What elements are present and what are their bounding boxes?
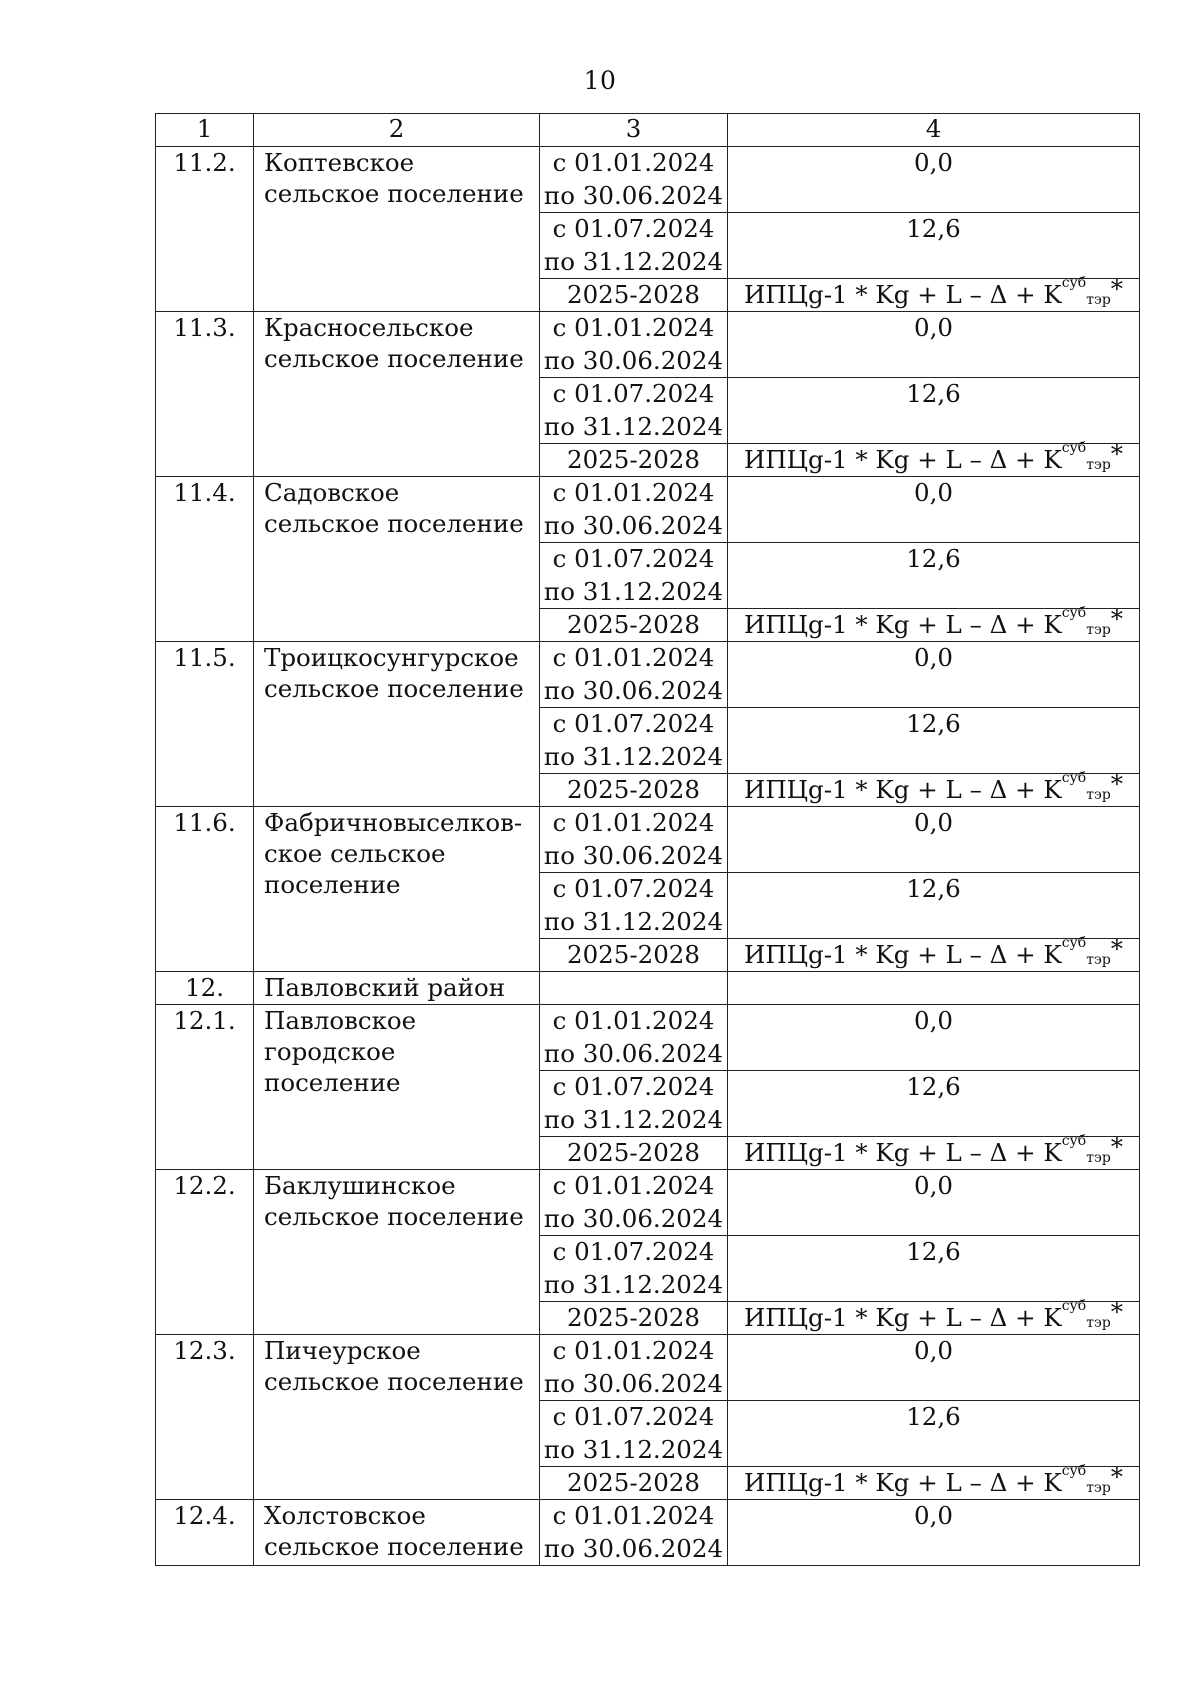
settlement-name-line: сельское поселение — [264, 509, 524, 538]
value-cell — [728, 1170, 1140, 1236]
formula-superscript: суб — [1061, 605, 1087, 621]
row-number: 11.6. — [156, 807, 254, 972]
value-main: ИПЦg-1 * Kg + L – Δ + K — [743, 1303, 1062, 1332]
settlement-name-line: сельское поселение — [264, 1367, 524, 1396]
formula-asterisk: * — [1110, 1297, 1124, 1326]
period-cell — [540, 708, 728, 774]
settlement-name — [254, 1170, 540, 1335]
value-text — [743, 604, 1124, 639]
formula-asterisk: * — [1110, 1462, 1124, 1491]
value-cell — [728, 1132, 1140, 1170]
value-cell — [728, 147, 1140, 213]
value-main: 0,0 — [914, 1336, 953, 1365]
value-text — [906, 1237, 961, 1266]
value-main: ИПЦg-1 * Kg + L – Δ + K — [743, 940, 1062, 969]
period-cell — [540, 1236, 728, 1302]
period-line: 2025-2028 — [567, 775, 700, 804]
row-number: 12.1. — [156, 1005, 254, 1170]
period-cell — [540, 774, 728, 807]
value-cell — [728, 1462, 1140, 1500]
period-cell — [540, 939, 728, 972]
value-main: 0,0 — [914, 1006, 953, 1035]
formula-superscript: суб — [1061, 1463, 1087, 1479]
settlement-name-line: Красносельское — [264, 313, 474, 342]
period-line: с 01.07.2024 — [552, 709, 715, 738]
formula-subscript: тэр — [1086, 622, 1111, 638]
settlement-name-line: сельское поселение — [264, 674, 524, 703]
value-main: 12,6 — [906, 1402, 961, 1431]
table-row — [156, 1335, 1140, 1401]
value-text — [743, 934, 1124, 969]
settlement-name-line: сельское поселение — [264, 179, 524, 208]
value-cell — [728, 1071, 1140, 1137]
value-cell — [728, 604, 1140, 642]
row-number: 11.2. — [156, 147, 254, 312]
formula-superscript: суб — [1061, 935, 1087, 951]
formula-asterisk: * — [1110, 274, 1124, 303]
period-line: по 30.06.2024 — [543, 345, 724, 375]
formula-subscript: тэр — [1086, 292, 1111, 308]
period-line: 2025-2028 — [567, 1303, 700, 1332]
value-main: 0,0 — [914, 808, 953, 837]
period-line: с 01.07.2024 — [552, 379, 715, 408]
period-cell — [540, 147, 728, 213]
period-line: с 01.07.2024 — [552, 874, 715, 903]
settlement-name-line: Пичеурское — [264, 1336, 421, 1365]
period-line: по 31.12.2024 — [543, 1269, 724, 1299]
page-number: 10 — [583, 66, 617, 95]
period-cell — [540, 312, 728, 378]
period-cell — [540, 1500, 728, 1566]
period-line: с 01.01.2024 — [552, 808, 715, 837]
period-cell — [540, 1302, 728, 1335]
value-cell — [728, 807, 1140, 873]
period-line: по 31.12.2024 — [543, 246, 724, 276]
value-main: 12,6 — [906, 379, 961, 408]
formula-subscript: тэр — [1086, 457, 1111, 473]
row-number: 12. — [156, 972, 254, 1005]
settlement-name-line: ское сельское — [264, 839, 446, 868]
table-row — [156, 147, 1140, 213]
period-line: по 31.12.2024 — [543, 906, 724, 936]
period-line: по 31.12.2024 — [543, 1104, 724, 1134]
settlement-name — [254, 477, 540, 642]
formula-subscript: тэр — [1086, 787, 1111, 803]
period-line: по 30.06.2024 — [543, 180, 724, 210]
settlement-name — [254, 807, 540, 972]
formula-superscript: суб — [1061, 275, 1087, 291]
table-body — [156, 147, 1140, 1566]
row-number: 11.5. — [156, 642, 254, 807]
value-main: 0,0 — [914, 643, 953, 672]
value-main: 12,6 — [906, 874, 961, 903]
table-row — [156, 1170, 1140, 1236]
value-main: 0,0 — [914, 148, 953, 177]
settlement-name-line: Холстовское — [264, 1501, 426, 1530]
period-line: по 31.12.2024 — [543, 741, 724, 771]
period-cell — [540, 1170, 728, 1236]
value-text — [906, 379, 961, 408]
value-text — [743, 1297, 1124, 1332]
settlement-name — [254, 642, 540, 807]
period-line: по 31.12.2024 — [543, 576, 724, 606]
formula-asterisk: * — [1110, 439, 1124, 468]
period-cell — [540, 378, 728, 444]
settlement-name-line: Фабричновыселков- — [264, 808, 523, 837]
table-row — [156, 807, 1140, 873]
period-cell — [540, 972, 728, 1005]
row-number: 12.2. — [156, 1170, 254, 1335]
value-text — [743, 439, 1124, 474]
value-text — [914, 808, 953, 837]
value-text — [914, 148, 953, 177]
value-main: 0,0 — [914, 313, 953, 342]
settlement-name-line: сельское поселение — [264, 1532, 524, 1561]
value-cell — [728, 1401, 1140, 1467]
period-cell — [540, 642, 728, 708]
period-line: с 01.07.2024 — [552, 1237, 715, 1266]
table-row — [156, 642, 1140, 708]
value-cell — [728, 312, 1140, 378]
period-cell — [540, 1401, 728, 1467]
period-cell — [540, 807, 728, 873]
settlement-name-line: сельское поселение — [264, 344, 524, 373]
value-cell — [728, 934, 1140, 972]
formula-subscript: тэр — [1086, 1150, 1111, 1166]
value-cell — [728, 1005, 1140, 1071]
value-text — [914, 1336, 953, 1365]
period-line: 2025-2028 — [567, 940, 700, 969]
period-line: по 30.06.2024 — [543, 1203, 724, 1233]
period-line: 2025-2028 — [567, 1138, 700, 1167]
period-cell — [540, 609, 728, 642]
value-cell — [728, 274, 1140, 312]
formula-superscript: суб — [1061, 770, 1087, 786]
value-main: 0,0 — [914, 478, 953, 507]
period-line: по 30.06.2024 — [543, 1533, 724, 1563]
settlement-name — [254, 972, 540, 1005]
period-line: по 31.12.2024 — [543, 1434, 724, 1464]
row-number: 12.4. — [156, 1500, 254, 1566]
value-text — [743, 1462, 1124, 1497]
row-number: 11.3. — [156, 312, 254, 477]
period-cell — [540, 279, 728, 312]
period-line: по 31.12.2024 — [543, 411, 724, 441]
period-line: с 01.07.2024 — [552, 214, 715, 243]
period-line: с 01.01.2024 — [552, 148, 715, 177]
value-text — [906, 709, 961, 738]
table-header-row — [156, 114, 1140, 147]
settlement-name-line: сельское поселение — [264, 1202, 524, 1231]
period-line: по 30.06.2024 — [543, 1038, 724, 1068]
value-text — [743, 1132, 1124, 1167]
value-text — [914, 1171, 953, 1200]
value-cell — [728, 708, 1140, 774]
period-line: с 01.01.2024 — [552, 1336, 715, 1365]
value-main: ИПЦg-1 * Kg + L – Δ + K — [743, 1138, 1062, 1167]
value-main: ИПЦg-1 * Kg + L – Δ + K — [743, 610, 1062, 639]
period-cell — [540, 477, 728, 543]
value-main: ИПЦg-1 * Kg + L – Δ + K — [743, 1468, 1062, 1497]
settlement-name-line: городское поселение — [264, 1037, 401, 1097]
value-main: 12,6 — [906, 1072, 961, 1101]
table-row — [156, 1005, 1140, 1071]
tariff-table — [155, 113, 1140, 1566]
settlement-name-line: Баклушинское — [264, 1171, 456, 1200]
value-text — [906, 874, 961, 903]
row-number: 11.4. — [156, 477, 254, 642]
settlement-name-line: Коптевское — [264, 148, 415, 177]
table-row — [156, 477, 1140, 543]
settlement-name-line: Садовское — [264, 478, 400, 507]
value-cell — [728, 543, 1140, 609]
period-line: с 01.01.2024 — [552, 313, 715, 342]
period-cell — [540, 543, 728, 609]
settlement-name — [254, 1500, 540, 1566]
value-cell — [728, 477, 1140, 543]
period-cell — [540, 1005, 728, 1071]
period-cell — [540, 444, 728, 477]
row-number: 12.3. — [156, 1335, 254, 1500]
period-cell — [540, 1335, 728, 1401]
value-main: 0,0 — [914, 1171, 953, 1200]
formula-superscript: суб — [1061, 1298, 1087, 1314]
period-line: 2025-2028 — [567, 610, 700, 639]
formula-asterisk: * — [1110, 1132, 1124, 1161]
formula-superscript: суб — [1061, 1133, 1087, 1149]
value-cell — [728, 1236, 1140, 1302]
period-line: с 01.07.2024 — [552, 1072, 715, 1101]
formula-asterisk: * — [1110, 934, 1124, 963]
settlement-name — [254, 1335, 540, 1500]
period-line: с 01.07.2024 — [552, 1402, 715, 1431]
table-row — [156, 312, 1140, 378]
period-line: с 01.01.2024 — [552, 478, 715, 507]
period-line: 2025-2028 — [567, 445, 700, 474]
period-line: по 30.06.2024 — [543, 840, 724, 870]
value-cell — [728, 213, 1140, 279]
value-text — [906, 1072, 961, 1101]
period-line: с 01.01.2024 — [552, 1171, 715, 1200]
table-row — [156, 1500, 1140, 1566]
header-col-1: 1 — [156, 114, 254, 147]
settlement-name-line: поселение — [264, 870, 401, 899]
value-text — [914, 1006, 953, 1035]
formula-subscript: тэр — [1086, 1315, 1111, 1331]
value-cell — [728, 378, 1140, 444]
settlement-name — [254, 1005, 540, 1170]
value-text — [914, 313, 953, 342]
value-main: ИПЦg-1 * Kg + L – Δ + K — [743, 775, 1062, 804]
value-text — [906, 214, 961, 243]
value-text — [743, 769, 1124, 804]
formula-superscript: суб — [1061, 440, 1087, 456]
formula-asterisk: * — [1110, 769, 1124, 798]
formula-subscript: тэр — [1086, 952, 1111, 968]
period-cell — [540, 1137, 728, 1170]
period-line: с 01.01.2024 — [552, 1501, 715, 1530]
value-cell — [728, 1500, 1140, 1566]
period-line: 2025-2028 — [567, 280, 700, 309]
value-cell — [728, 642, 1140, 708]
value-main: 12,6 — [906, 544, 961, 573]
settlement-name — [254, 147, 540, 312]
period-line: с 01.01.2024 — [552, 1006, 715, 1035]
header-col-2: 2 — [254, 114, 540, 147]
period-line: 2025-2028 — [567, 1468, 700, 1497]
value-main: 12,6 — [906, 1237, 961, 1266]
period-line: по 30.06.2024 — [543, 1368, 724, 1398]
period-line: по 30.06.2024 — [543, 675, 724, 705]
value-main: ИПЦg-1 * Kg + L – Δ + K — [743, 280, 1062, 309]
value-text — [743, 274, 1124, 309]
period-cell — [540, 873, 728, 939]
formula-asterisk: * — [1110, 604, 1124, 633]
period-line: с 01.01.2024 — [552, 643, 715, 672]
value-cell — [728, 1297, 1140, 1335]
settlement-name-line: Павловское — [264, 1006, 417, 1035]
header-col-3: 3 — [540, 114, 728, 147]
formula-subscript: тэр — [1086, 1480, 1111, 1496]
value-cell — [728, 1335, 1140, 1401]
value-cell — [728, 873, 1140, 939]
period-cell — [540, 1071, 728, 1137]
value-cell — [728, 439, 1140, 477]
period-cell — [540, 1467, 728, 1500]
value-text — [914, 643, 953, 672]
period-line: по 30.06.2024 — [543, 510, 724, 540]
table-row — [156, 972, 1140, 1005]
value-text — [914, 478, 953, 507]
settlement-name-line: Троицкосунгурское — [264, 643, 519, 672]
period-line: с 01.07.2024 — [552, 544, 715, 573]
period-cell — [540, 213, 728, 279]
value-text — [914, 1501, 953, 1530]
value-text — [906, 1402, 961, 1431]
value-main: 0,0 — [914, 1501, 953, 1530]
value-text — [906, 544, 961, 573]
value-cell — [728, 972, 1140, 1005]
value-main: 12,6 — [906, 709, 961, 738]
value-main: ИПЦg-1 * Kg + L – Δ + K — [743, 445, 1062, 474]
value-cell — [728, 769, 1140, 807]
settlement-name — [254, 312, 540, 477]
settlement-name-line: Павловский район — [264, 973, 506, 1002]
value-main: 12,6 — [906, 214, 961, 243]
header-col-4: 4 — [728, 114, 1140, 147]
